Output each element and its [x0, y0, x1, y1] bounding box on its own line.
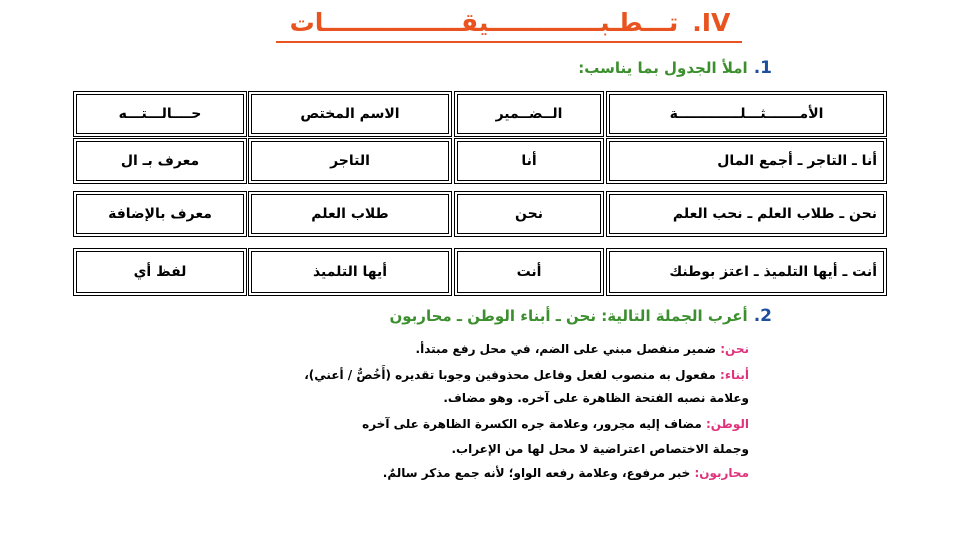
question-1-number: 1.: [753, 58, 772, 78]
table-header-specified-noun: الاسم المختص: [251, 94, 449, 134]
analysis-text: وجملة الاختصاص اعتراضية لا محل لها من الإعراب.: [451, 442, 749, 456]
section-title-text: تـــطـبـــــــــــــيقــــــــــــــــات: [289, 7, 679, 37]
table-cell-specified-noun: أيها التلميذ: [251, 251, 449, 293]
table-cell-pronoun: أنت: [457, 251, 601, 293]
analysis-text: مضاف إليه مجرور، وعلامة جره الكسرة الظاهرة على آخره: [362, 417, 706, 431]
table-header-case: حــــالـــتـــه: [76, 94, 244, 134]
question-2-text: أعرب الجملة التالية: نحن ـ أبناء الوطن ـ محاربون: [389, 307, 748, 325]
analysis-term: الوطن:: [705, 417, 749, 431]
table-cell-pronoun: نحن: [457, 194, 601, 234]
analysis-term: نحن:: [720, 342, 749, 356]
table-cell-case: معرف بالإضافة: [76, 194, 244, 234]
table-cell-specified-noun: التاجر: [251, 141, 449, 181]
analysis-term: أبناء:: [720, 368, 749, 382]
table-header-examples: الأمـــــــثـــلـــــــــــــة: [609, 94, 884, 134]
table-cell-example: أنا ـ التاجر ـ أجمع المال: [609, 141, 884, 181]
table-cell-example: أنت ـ أيها التلميذ ـ اعتز بوطنك: [609, 251, 884, 293]
question-1-text: املأ الجدول بما يناسب:: [578, 59, 748, 77]
analysis-text: ضمير منفصل مبني على الضم، في محل رفع مبتدأ.: [415, 342, 721, 356]
analysis-text: مفعول به منصوب لفعل وفاعل محذوفين وجوبا تقديره (أَخُصُّ / أعني)،: [304, 368, 721, 382]
analysis-text: خبر مرفوع، وعلامة رفعه الواو؛ لأنه جمع مذكر سالمٌ.: [382, 466, 695, 480]
analysis-line: [362, 417, 749, 431]
table-cell-pronoun: أنا: [457, 141, 601, 181]
table-cell-specified-noun: طلاب العلم: [251, 194, 449, 234]
analysis-term: محاربون:: [694, 466, 749, 480]
analysis-text: وعلامة نصبه الفتحة الظاهرة على آخره. وهو مضاف.: [443, 391, 749, 405]
question-2-number: 2.: [753, 306, 772, 326]
analysis-line: [451, 442, 749, 456]
analysis-line: [416, 342, 749, 356]
analysis-line: [304, 368, 749, 382]
section-number: IV.: [692, 7, 731, 37]
table-cell-example: نحن ـ طلاب العلم ـ نحب العلم: [609, 194, 884, 234]
analysis-line: [443, 391, 749, 405]
table-header-pronoun: الــضــمير: [457, 94, 601, 134]
analysis-line: [383, 466, 749, 480]
question-2: [389, 306, 772, 326]
table-cell-case: معرف بـ ال: [76, 141, 244, 181]
table-cell-case: لفظ أي: [76, 251, 244, 293]
